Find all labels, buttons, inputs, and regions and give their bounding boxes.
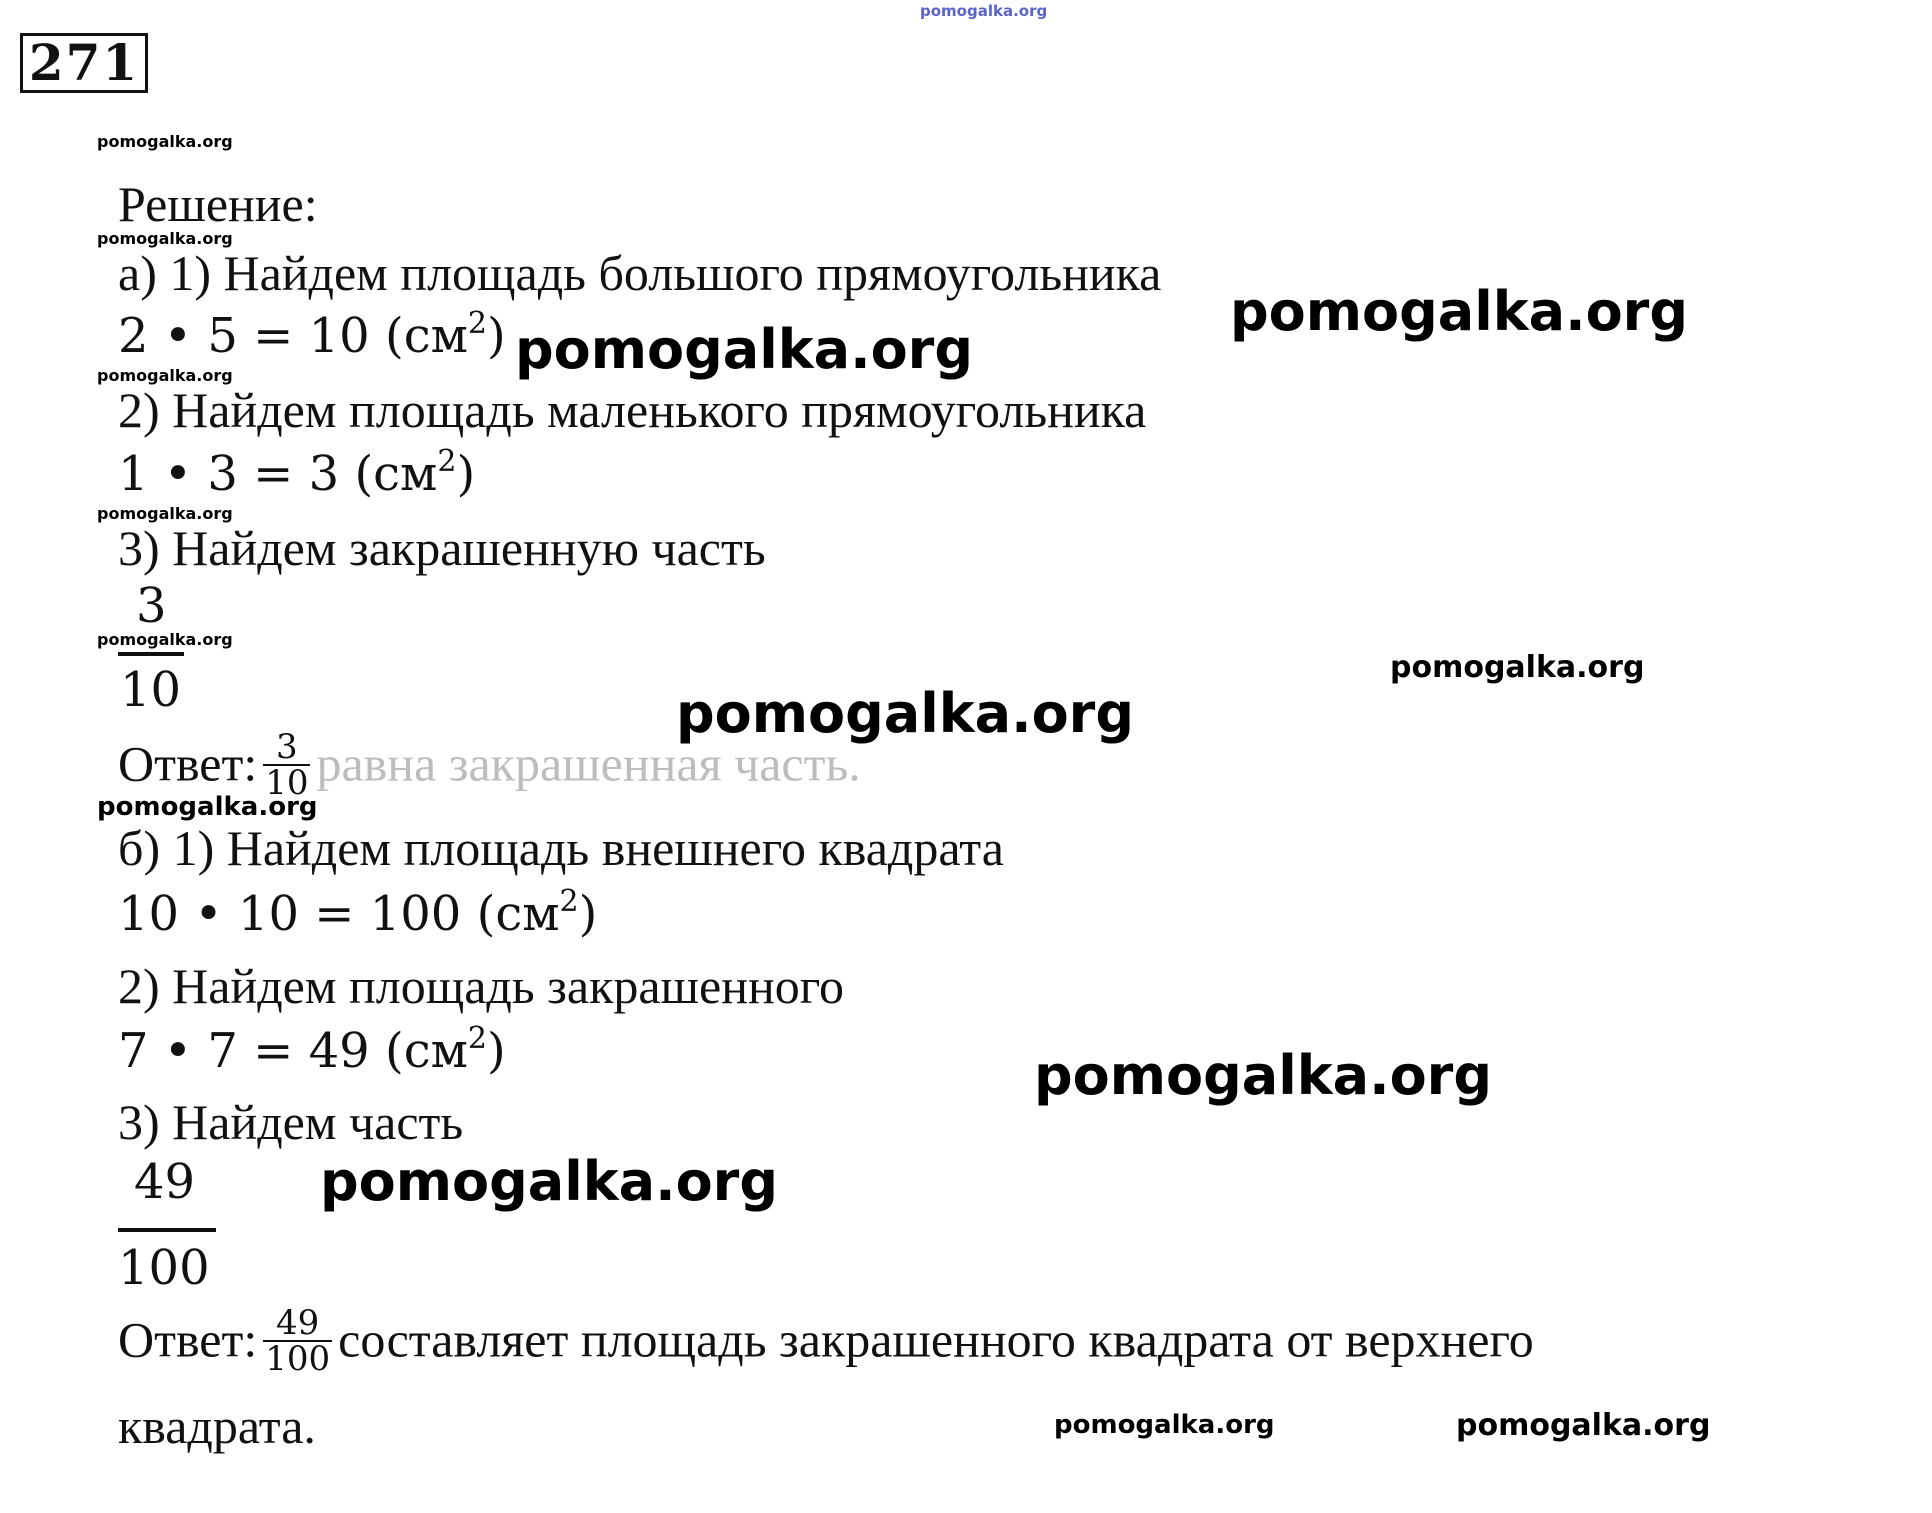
answer-text: равна закрашенная часть. xyxy=(316,735,861,792)
expression-close: ) xyxy=(487,1023,506,1079)
watermark-medium: pomogalka.org xyxy=(1390,650,1645,685)
fraction-denominator: 10 xyxy=(265,763,309,803)
fraction-denominator: 100 xyxy=(265,1339,331,1379)
superscript: 2 xyxy=(437,444,457,479)
expression-text: 2 • 5 = 10 (см xyxy=(118,308,468,364)
part-b-fraction-numerator: 49 xyxy=(134,1154,196,1210)
expression-close: ) xyxy=(487,308,506,364)
part-a-step3: 3) Найдем закрашенную часть xyxy=(118,520,766,576)
superscript: 2 xyxy=(467,1021,488,1056)
part-a-fraction-numerator: 3 xyxy=(136,578,167,634)
part-a-fraction-denominator: 10 xyxy=(120,662,182,718)
part-b-step2-expression xyxy=(118,1023,506,1079)
answer-prefix: Ответ: xyxy=(118,735,258,792)
superscript: 2 xyxy=(467,306,488,341)
watermark-large: pomogalka.org xyxy=(1034,1044,1492,1107)
watermark-small: pomogalka.org xyxy=(97,630,233,649)
solution-heading: Решение: xyxy=(118,176,318,232)
part-b-step2: 2) Найдем площадь закрашенного xyxy=(118,958,845,1014)
part-b-answer-continuation: квадрата. xyxy=(118,1398,316,1454)
part-b-fraction-bar xyxy=(118,1228,216,1232)
part-b-step1-expression xyxy=(118,886,597,942)
expression-text: 7 • 7 = 49 (см xyxy=(118,1023,468,1079)
expression-text: 1 • 3 = 3 (см xyxy=(118,446,438,502)
watermark-small: pomogalka.org xyxy=(97,504,233,523)
part-a-step2: 2) Найдем площадь маленького прямоугольника xyxy=(118,382,1147,438)
part-b-fraction-denominator: 100 xyxy=(118,1240,210,1296)
watermark-large: pomogalka.org xyxy=(676,682,1134,745)
watermark-small: pomogalka.org xyxy=(97,366,233,385)
problem-number-box: 271 xyxy=(20,33,148,93)
part-a-step1: а) 1) Найдем площадь большого прямоугольника xyxy=(118,245,1162,301)
superscript: 2 xyxy=(559,884,579,919)
watermark-medium: pomogalka.org xyxy=(1456,1408,1711,1443)
watermark-small: pomogalka.org xyxy=(97,229,233,248)
part-a-step2-expression xyxy=(118,446,475,502)
part-a-step1-expression xyxy=(118,308,506,364)
answer-fraction xyxy=(263,1303,332,1379)
fraction-numerator: 3 xyxy=(276,727,298,767)
expression-text: 10 • 10 = 100 (см xyxy=(118,886,560,942)
watermark-medium: pomogalka.org xyxy=(1054,1410,1275,1440)
watermark-small: pomogalka.org xyxy=(97,132,233,151)
top-watermark: pomogalka.org xyxy=(920,2,1048,20)
answer-prefix: Ответ: xyxy=(118,1311,258,1368)
expression-close: ) xyxy=(578,886,598,942)
answer-fraction xyxy=(263,727,310,803)
watermark-large: pomogalka.org xyxy=(1230,280,1688,343)
part-b-answer xyxy=(118,1303,1534,1380)
part-a-fraction-bar xyxy=(118,652,184,656)
expression-close: ) xyxy=(456,446,476,502)
watermark-large: pomogalka.org xyxy=(515,318,973,381)
answer-text: составляет площадь закрашенного квадрата от верхнего xyxy=(338,1311,1534,1368)
fraction-numerator: 49 xyxy=(276,1303,320,1343)
watermark-medium: pomogalka.org xyxy=(97,792,318,822)
part-b-step1: б) 1) Найдем площадь внешнего квадрата xyxy=(118,820,1004,876)
watermark-large: pomogalka.org xyxy=(320,1150,778,1213)
part-b-step3: 3) Найдем часть xyxy=(118,1094,464,1150)
